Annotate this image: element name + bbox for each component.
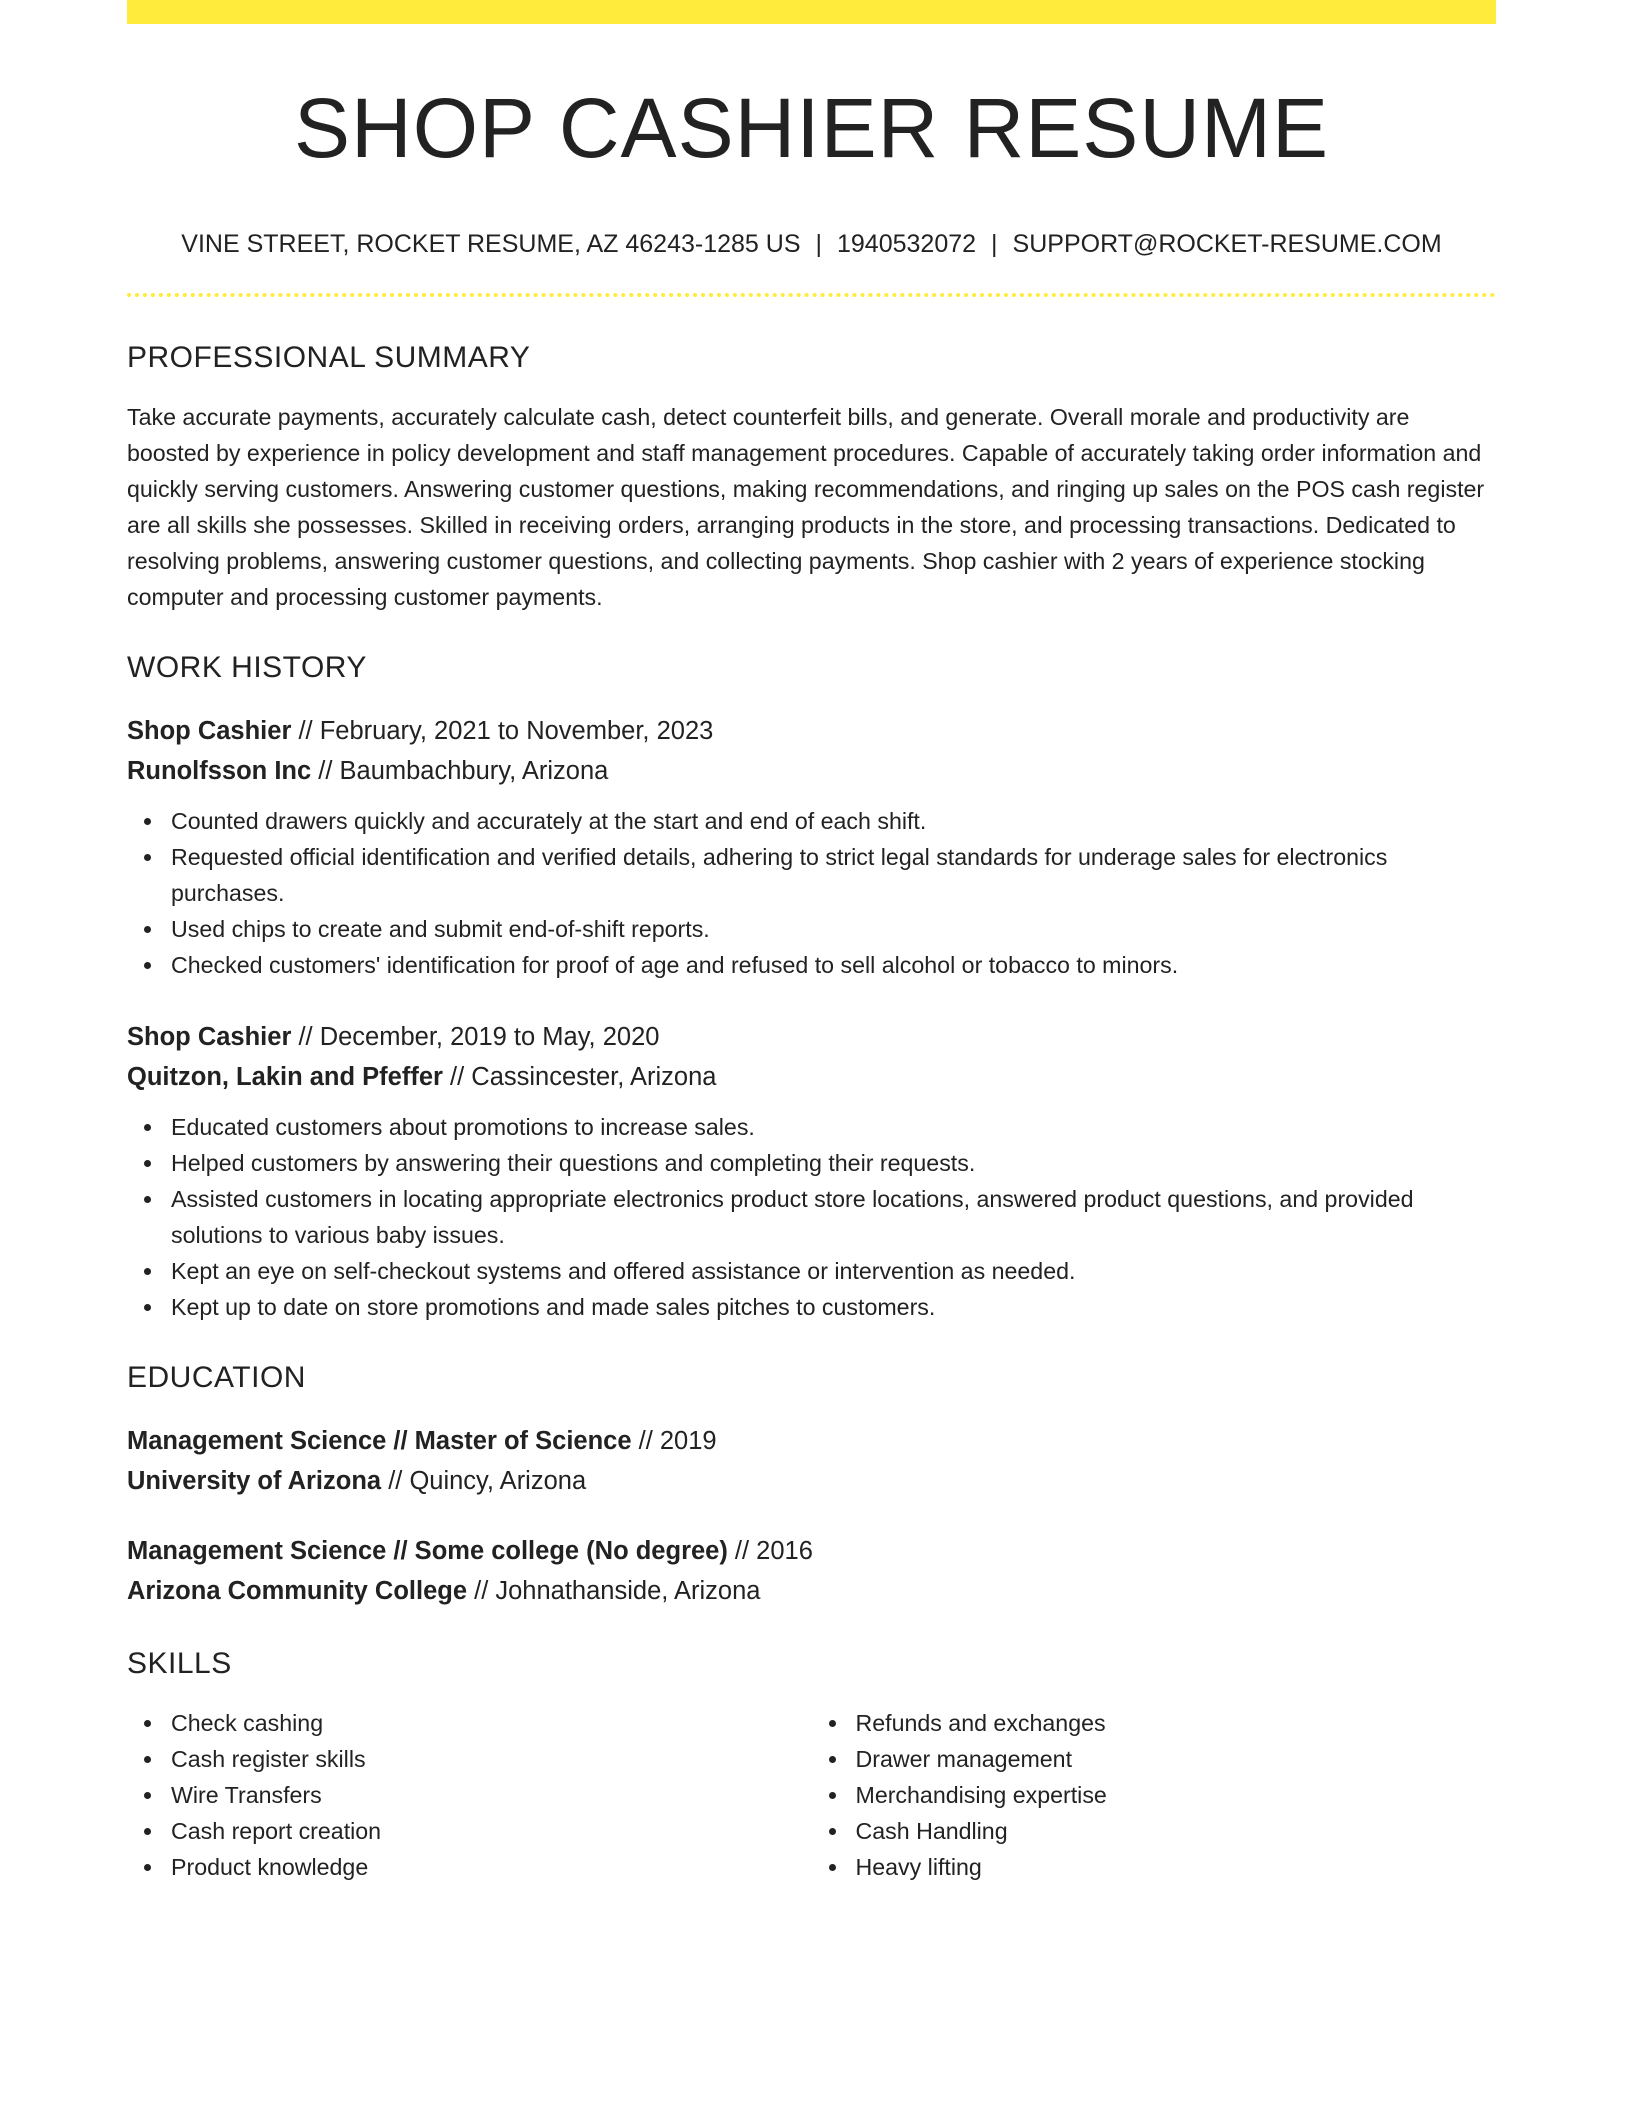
resume-title: SHOP CASHIER RESUME — [294, 81, 1329, 175]
list-item: Merchandising expertise — [812, 1777, 1497, 1813]
list-item: Refunds and exchanges — [812, 1705, 1497, 1741]
list-item: Drawer management — [812, 1741, 1497, 1777]
list-item: Requested official identification and verified details, adhering to strict legal standards for underage sales for electronics purchases. — [127, 839, 1496, 911]
job-company-line — [127, 751, 1496, 791]
job-bullet-list — [127, 1109, 1496, 1325]
education-degree: Management Science // Some college (No degree) — [127, 1537, 728, 1565]
education-degree-line — [127, 1421, 1496, 1461]
education-location: // Johnathanside, Arizona — [467, 1577, 761, 1605]
contact-email[interactable]: SUPPORT@ROCKET-RESUME.COM — [1012, 230, 1442, 258]
contact-line — [127, 230, 1496, 259]
list-item: Cash Handling — [812, 1813, 1497, 1849]
education-degree: Management Science // Master of Science — [127, 1427, 632, 1455]
summary-heading: PROFESSIONAL SUMMARY — [127, 341, 531, 374]
list-item: Counted drawers quickly and accurately at the start and end of each shift. — [127, 803, 1496, 839]
list-item: Heavy lifting — [812, 1849, 1497, 1885]
skills-column-left — [127, 1705, 812, 1885]
resume-page — [127, 0, 1496, 1885]
job-entry — [127, 1017, 1496, 1325]
accent-top-bar — [127, 0, 1496, 24]
education-school-line — [127, 1571, 1496, 1611]
education-school: University of Arizona — [127, 1467, 382, 1495]
education-heading: EDUCATION — [127, 1361, 306, 1394]
job-title-line — [127, 711, 1496, 751]
skills-list — [127, 1705, 812, 1885]
list-item: Helped customers by answering their questions and completing their requests. — [127, 1145, 1496, 1181]
skills-heading: SKILLS — [127, 1647, 232, 1680]
job-location: // Baumbachbury, Arizona — [311, 757, 609, 785]
job-title: Shop Cashier — [127, 717, 292, 745]
education-year: // 2016 — [727, 1537, 813, 1565]
job-title-line — [127, 1017, 1496, 1057]
list-item: Assisted customers in locating appropriate electronics product store locations, answered product questions, and provided solutions to various baby issues. — [127, 1181, 1496, 1253]
contact-separator: | — [815, 230, 822, 258]
job-location: // Cassincester, Arizona — [442, 1063, 717, 1091]
education-year: // 2019 — [631, 1427, 717, 1455]
skills-column-right — [812, 1705, 1497, 1885]
education-entry — [127, 1531, 1496, 1611]
contact-separator: | — [991, 230, 998, 258]
list-item: Cash register skills — [127, 1741, 812, 1777]
job-company-line — [127, 1057, 1496, 1097]
list-item: Wire Transfers — [127, 1777, 812, 1813]
education-school-line — [127, 1461, 1496, 1501]
list-item: Kept up to date on store promotions and made sales pitches to customers. — [127, 1289, 1496, 1325]
job-bullet-list — [127, 803, 1496, 983]
work-history-heading: WORK HISTORY — [127, 651, 367, 684]
job-dates: // December, 2019 to May, 2020 — [291, 1023, 660, 1051]
summary-text: Take accurate payments, accurately calculate cash, detect counterfeit bills, and generate. Overall morale and productivity are boosted by experience in policy development and staff management procedures. Capable of accurately taking order information and quickly serving customers. Answering customer questions, making recommendations, and ringing up sales on the POS cash register are all skills she possesses. Skilled in receiving orders, arranging products in the store, and processing transactions. Dedicated to resolving problems, answering customer questions, and collecting payments. Shop cashier with 2 years of experience stocking computer and processing customer payments. — [127, 404, 1485, 610]
education-location: // Quincy, Arizona — [381, 1467, 587, 1495]
list-item: Cash report creation — [127, 1813, 812, 1849]
list-item: Used chips to create and submit end-of-shift reports. — [127, 911, 1496, 947]
education-entry — [127, 1421, 1496, 1501]
education-school: Arizona Community College — [127, 1577, 468, 1605]
job-company: Quitzon, Lakin and Pfeffer — [127, 1063, 443, 1091]
skills-grid — [127, 1705, 1496, 1885]
job-entry — [127, 711, 1496, 983]
contact-phone[interactable]: 1940532072 — [837, 230, 977, 258]
list-item: Checked customers' identification for proof of age and refused to sell alcohol or tobacco to minors. — [127, 947, 1496, 983]
job-title: Shop Cashier — [127, 1023, 292, 1051]
list-item: Product knowledge — [127, 1849, 812, 1885]
job-dates: // February, 2021 to November, 2023 — [291, 717, 714, 745]
dotted-divider — [127, 293, 1496, 297]
list-item: Kept an eye on self-checkout systems and offered assistance or intervention as needed. — [127, 1253, 1496, 1289]
job-company: Runolfsson Inc — [127, 757, 312, 785]
skills-list — [812, 1705, 1497, 1885]
list-item: Educated customers about promotions to increase sales. — [127, 1109, 1496, 1145]
contact-address: VINE STREET, ROCKET RESUME, AZ 46243-1285 US — [181, 230, 801, 258]
education-degree-line — [127, 1531, 1496, 1571]
list-item: Check cashing — [127, 1705, 812, 1741]
